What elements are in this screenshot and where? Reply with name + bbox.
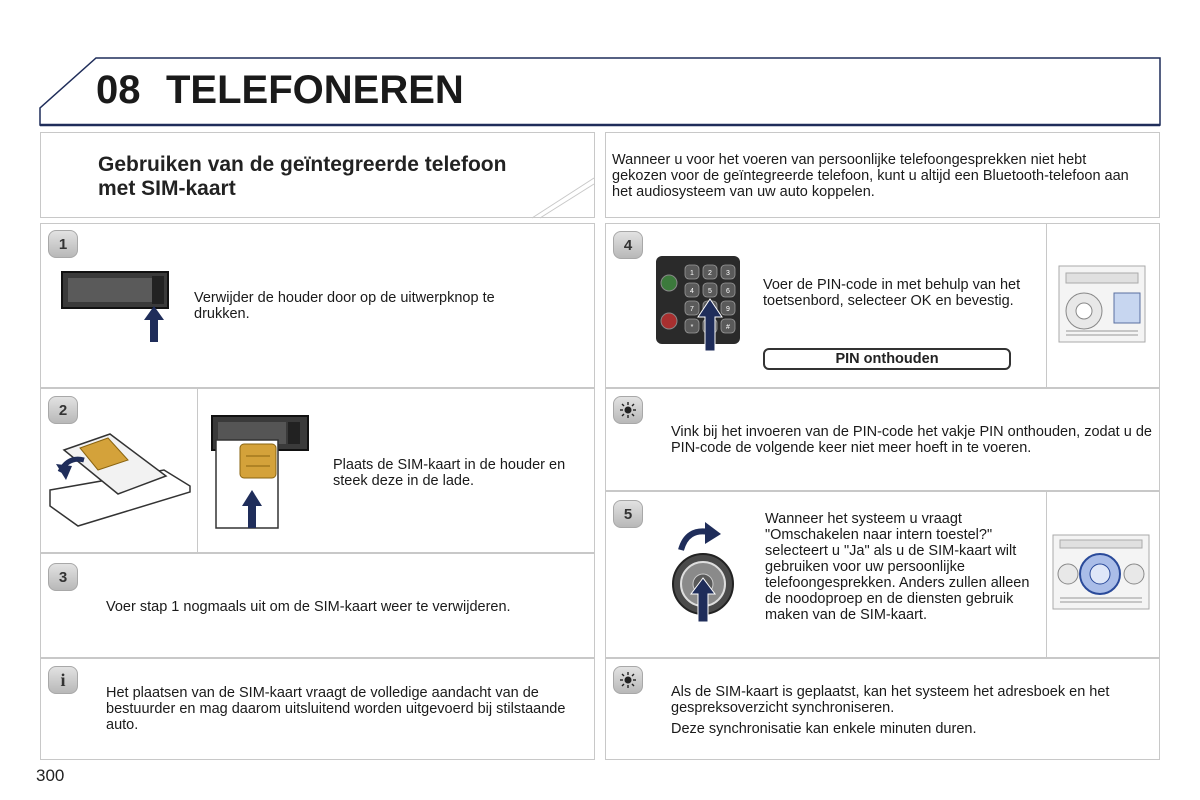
page-number: 300 <box>36 766 65 785</box>
audio-panel-thumbnail <box>1058 265 1146 343</box>
sim-card-holder-illustration <box>44 430 194 530</box>
info-text: Het plaatsen van de SIM-kaart vraagt de volledige aandacht van de bestuurder en mag daarom uitsluitend worden uitgevoerd bij stilstaande auto. <box>106 685 566 733</box>
intro-text: Wanneer u voor het voeren van persoonlijke telefoongesprekken niet hebt gekozen voor de geïntegreerde telefoon, kunt u altijd een Bluetooth-telefoon aan het audiosysteem van uw auto koppelen. <box>612 152 1129 200</box>
tip1-text: Vink bij het invoeren van de PIN-code het vakje PIN onthouden, zodat u de PIN-code de volgende keer niet meer hoeft in te voeren. <box>671 424 1152 456</box>
step4-badge: 4 <box>613 231 643 259</box>
tip2-text-1: Als de SIM-kaart is geplaatst, kan het systeem het adresboek en het gespreksoverzicht synchroniseren. <box>671 684 1110 716</box>
step5-text: Wanneer het systeem u vraagt "Omschakelen naar intern toestel?" selecteert u "Ja" als u de SIM-kaart wilt gebruiken voor uw persoonlijke telefoongesprekken. Anders zullen alleen de noodoproep en de diensten gebruik maken van de SIM-kaart. <box>765 511 1030 623</box>
keypad-key: 5 <box>708 288 712 295</box>
step1-text: Verwijder de houder door op de uitwerpknop te drukken. <box>194 290 495 322</box>
step2-text: Plaats de SIM-kaart in de houder en steek deze in de lade. <box>333 457 566 489</box>
tip2-text-2: Deze synchronisatie kan enkele minuten duren. <box>671 721 977 737</box>
step3-badge: 3 <box>48 563 78 591</box>
keypad-key: 6 <box>726 288 730 295</box>
section-title-line1: Gebruiken van de geïntegreerde telefoon <box>98 153 507 176</box>
step5-badge: 5 <box>613 500 643 528</box>
keypad-key: 3 <box>726 270 730 277</box>
section-title <box>98 153 588 201</box>
keypad-key: 1 <box>690 270 694 277</box>
keypad-key: 4 <box>690 288 694 295</box>
step4-divider <box>1046 223 1047 388</box>
keypad-key: * <box>690 324 694 331</box>
audio-panel-knob-thumbnail <box>1052 534 1150 610</box>
step5-divider <box>1046 491 1047 658</box>
step1-badge: 1 <box>48 230 78 258</box>
keypad-key: 7 <box>690 306 694 313</box>
lightbulb-icon <box>613 666 643 694</box>
phone-keypad-illustration <box>655 255 741 353</box>
step3-text: Voer stap 1 nogmaals uit om de SIM-kaart weer te verwijderen. <box>106 599 511 615</box>
step4-text: Voer de PIN-code in met behulp van het toetsenbord, selecteer OK en bevestig. <box>763 277 1021 309</box>
lightbulb-icon <box>613 396 643 424</box>
keypad-key: # <box>726 324 730 331</box>
info-icon: i <box>48 666 78 694</box>
section-title-line2: met SIM-kaart <box>98 177 236 200</box>
rotary-knob-illustration <box>665 518 747 624</box>
chapter-title: TELEFONEREN <box>166 68 464 112</box>
sim-tray-eject-illustration <box>60 270 172 346</box>
step2-divider <box>197 388 198 553</box>
step2-badge: 2 <box>48 396 78 424</box>
sim-insert-tray-illustration <box>210 414 310 534</box>
keypad-key: 2 <box>708 270 712 277</box>
pin-onthouden-button[interactable]: PIN onthouden <box>763 348 1011 370</box>
chapter-number: 08 <box>96 68 141 112</box>
keypad-key: 9 <box>726 306 730 313</box>
